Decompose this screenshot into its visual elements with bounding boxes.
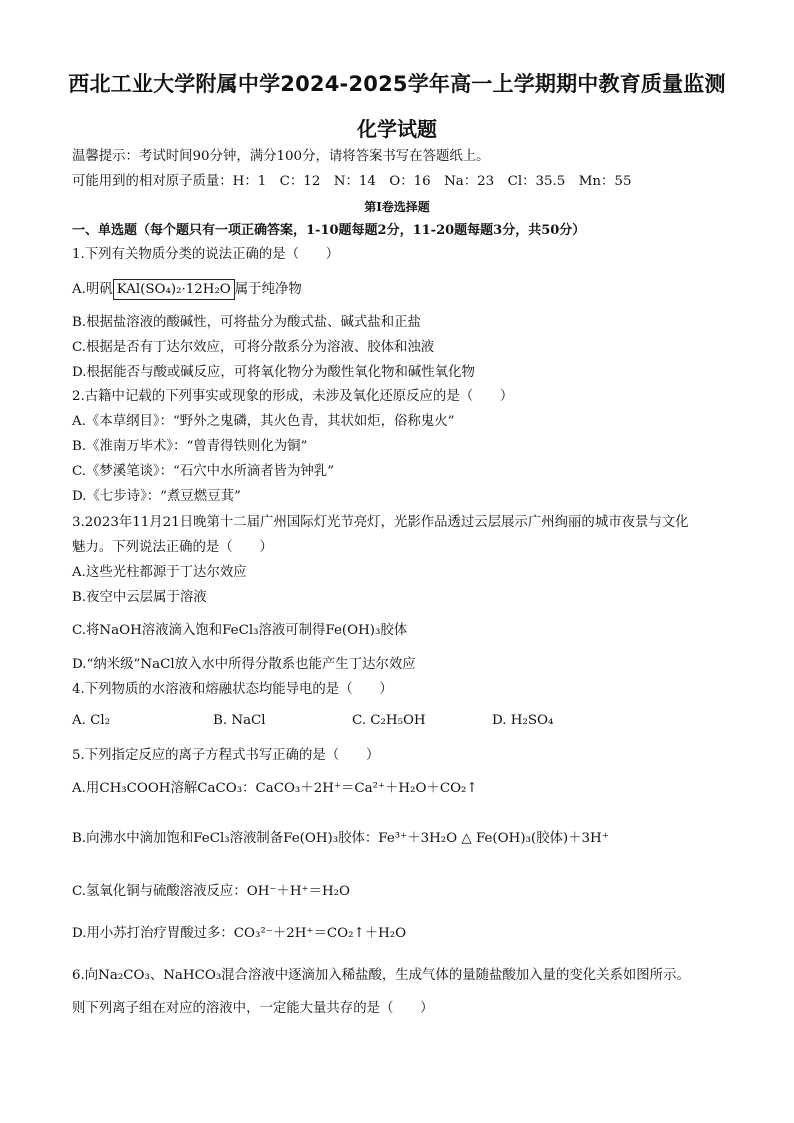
- q5-option-d: D.用小苏打治疗胃酸过多：CO₃²⁻＋2H⁺＝CO₂↑＋H₂O: [72, 926, 407, 941]
- q5-option-c: C.氢氧化铜与硫酸溶液反应：OH⁻＋H⁺＝H₂O: [72, 884, 350, 899]
- q1-option-b: B.根据盐溶液的酸碱性，可将盐分为酸式盐、碱式盐和正盐: [72, 315, 421, 330]
- q1-a-formula: KAl(SO₄)₂·12H₂O: [113, 279, 235, 300]
- q5-option-a: A.用CH₃COOH溶解CaCO₃：CaCO₃＋2H⁺＝Ca²⁺＋H₂O＋CO₂↑: [72, 781, 478, 796]
- exam-subtitle: 化学试题: [357, 117, 437, 141]
- q2-option-d: D.《七步诗》：“煮豆燃豆萁”: [72, 489, 241, 504]
- q1-stem: 1.下列有关物质分类的说法正确的是（ ）: [72, 247, 340, 262]
- q4-option-c: C. C₂H₅OH: [352, 713, 426, 728]
- q1-option-c: C.根据是否有丁达尔效应，可将分散系分为溶液、胶体和浊液: [72, 340, 435, 355]
- q5-stem: 5.下列指定反应的离子方程式书写正确的是（ ）: [72, 748, 380, 763]
- q2-option-b: B.《淮南万毕术》：“曾青得铁则化为铜”: [72, 439, 308, 454]
- q3-option-d: D.“纳米级”NaCl放入水中所得分散系也能产生丁达尔效应: [72, 657, 416, 672]
- q6-stem-line2: 则下列离子组在对应的溶液中，一定能大量共存的是（ ）: [72, 1001, 434, 1016]
- q3-option-c: C.将NaOH溶液滴入饱和FeCl₃溶液可制得Fe(OH)₃胶体: [72, 623, 408, 638]
- q3-option-a: A.这些光柱都源于丁达尔效应: [72, 565, 247, 580]
- q4-option-d: D. H₂SO₄: [492, 713, 554, 728]
- q3-stem-line1: 3.2023年11月21日晚第十二届广州国际灯光节亮灯，光影作品透过云层展示广州绚丽的城市夜景与文化: [72, 515, 689, 530]
- q1-option-a: [72, 279, 302, 300]
- q4-option-a: A. Cl₂: [72, 713, 111, 728]
- part-heading: 一、单选题（每个题只有一项正确答案，1-10题每题2分，11-20题每题3分，共50分）: [72, 223, 586, 238]
- q2-option-a: A.《本草纲目》：“野外之鬼磷，其火色青，其状如炬，俗称鬼火”: [72, 414, 455, 429]
- atomic-mass-line: 可能用到的相对原子质量：H：1 C：12 N：14 O：16 Na：23 Cl：35.5 Mn：55: [72, 174, 632, 189]
- q5-option-b: B.向沸水中滴加饱和FeCl₃溶液制备Fe(OH)₃胶体：Fe³⁺＋3H₂O △ Fe(OH)₃(胶体)＋3H⁺: [72, 831, 609, 846]
- q2-option-c: C.《梦溪笔谈》：“石穴中水所滴者皆为钟乳”: [72, 464, 335, 479]
- q4-stem: 4.下列物质的水溶液和熔融状态均能导电的是（ ）: [72, 682, 393, 697]
- q2-stem: 2.古籍中记载的下列事实或现象的形成，未涉及氧化还原反应的是（ ）: [72, 389, 514, 404]
- exam-tip: 温馨提示：考试时间90分钟，满分100分，请将答案书写在答题纸上。: [72, 149, 490, 164]
- q3-option-b: B.夜空中云层属于溶液: [72, 590, 207, 605]
- q1-a-prefix: A.明矾: [72, 282, 113, 297]
- exam-title: 西北工业大学附属中学2024-2025学年高一上学期期中教育质量监测: [68, 72, 726, 96]
- volume-heading: 第Ⅰ卷选择题: [364, 200, 430, 214]
- q1-option-d: D.根据能否与酸或碱反应，可将氧化物分为酸性氧化物和碱性氧化物: [72, 365, 475, 380]
- q4-option-b: B. NaCl: [213, 713, 266, 728]
- q1-a-suffix: 属于纯净物: [234, 282, 302, 297]
- q3-stem-line2: 魅力。下列说法正确的是（ ）: [72, 540, 273, 555]
- q6-stem-line1: 6.向Na₂CO₃、NaHCO₃混合溶液中逐滴加入稀盐酸，生成气体的量随盐酸加入量的变化关系如图所示。: [72, 968, 690, 983]
